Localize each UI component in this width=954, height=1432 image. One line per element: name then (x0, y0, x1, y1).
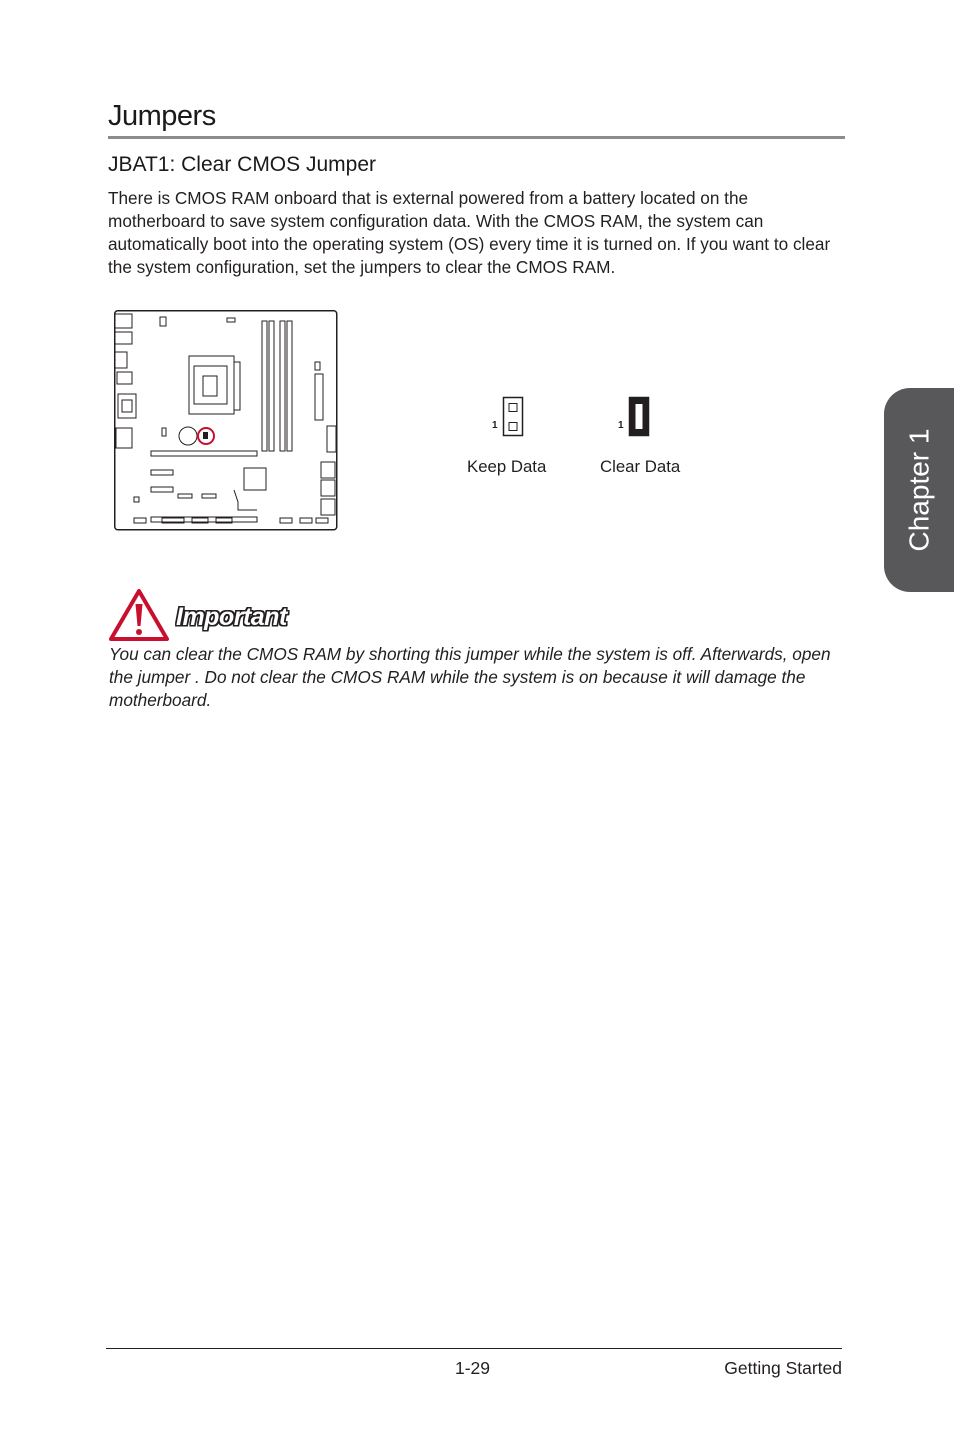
warning-icon (108, 588, 170, 642)
keep-data-jumper-icon (490, 396, 550, 442)
section-title-rule (108, 136, 845, 139)
footer-rule (106, 1348, 842, 1349)
clear-data-pin-label: 1 (618, 420, 624, 431)
keep-data-pin-label: 1 (492, 420, 498, 431)
important-note-text: You can clear the CMOS RAM by shorting this jumper while the system is off. Afterwards, open the jumper . Do not clear the CMOS RAM while the system is on because it will damage the motherboard. (109, 644, 831, 710)
motherboard-diagram (114, 310, 340, 534)
important-heading: Important (176, 603, 287, 631)
section-title: Jumpers (108, 100, 216, 132)
clear-data-label: Clear Data (600, 457, 681, 476)
keep-data-figure (467, 393, 560, 483)
keep-data-label: Keep Data (467, 457, 547, 476)
clear-data-figure (600, 393, 700, 483)
jbat1-highlight (198, 428, 214, 444)
chapter-tab-label-wrap (884, 388, 954, 592)
subsection-title: JBAT1: Clear CMOS Jumper (108, 153, 377, 176)
footer-section: Getting Started (724, 1358, 842, 1378)
page-number: 1-29 (455, 1358, 491, 1378)
chapter-tab-label: Chapter 1 (903, 428, 934, 552)
clear-data-jumper-icon (617, 396, 677, 442)
description-paragraph: There is CMOS RAM onboard that is external powered from a battery located on the motherboard to save system configuration data. With the CMOS RAM, the system can automatically boot into the operating system (OS) every time it is turned on. If you want to clear the system configuration, set the jumpers to clear the CMOS RAM. (108, 188, 831, 277)
